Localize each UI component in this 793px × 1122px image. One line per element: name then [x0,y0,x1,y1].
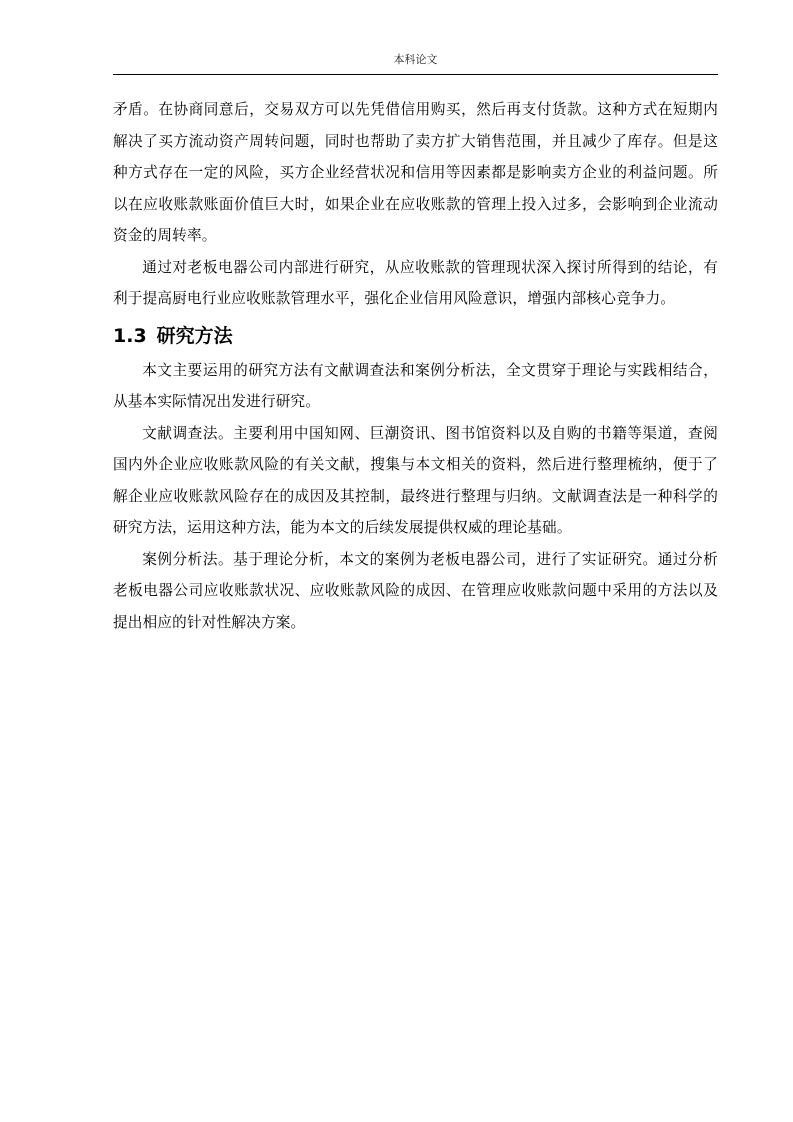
paragraph-case-method: 案例分析法。基于理论分析，本文的案例为老板电器公司，进行了实证研究。通过分析老板电器公司应收账款状况、应收账款风险的成因、在管理应收账款问题中采用的方法以及提出相应的针对性解决方案。 [113,550,718,631]
section-title: 研究方法 [156,324,233,347]
paragraph-conclusion: 通过对老板电器公司内部进行研究，从应收账款的管理现状深入探讨所得到的结论，有利于提高厨电行业应收账款管理水平，强化企业信用风险意识，增强内部核心竞争力。 [113,258,718,307]
page-header [113,52,718,75]
document-body [113,94,718,638]
header-title: 本科论文 [393,53,438,66]
section-heading [113,321,718,351]
paragraph-methods-intro: 本文主要运用的研究方法有文献调查法和案例分析法，全文贯穿于理论与实践相结合，从基本实际情况出发进行研究。 [113,361,718,410]
section-number: 1.3 [113,324,147,347]
paragraph-literature-method: 文献调查法。主要利用中国知网、巨潮资讯、图书馆资料以及自购的书籍等渠道，查阅国内外企业应收账款风险的有关文献，搜集与本文相关的资料，然后进行整理梳纳，便于了解企业应收账款风险存在的成因及其控制，最终进行整理与归纳。文献调查法是一种科学的研究方法，运用这种方法，能为本文的后续发展提供权威的理论基础。 [113,424,718,536]
paragraph-continuation: 矛盾。在协商同意后，交易双方可以先凭借信用购买，然后再支付货款。这种方式在短期内解决了买方流动资产周转问题，同时也帮助了卖方扩大销售范围，并且减少了库存。但是这种方式存在一定的风险，买方企业经营状况和信用等因素都是影响卖方企业的利益问题。所以在应收账款账面价值巨大时，如果企业在应收账款的管理上投入过多，会影响到企业流动资金的周转率。 [113,101,718,244]
